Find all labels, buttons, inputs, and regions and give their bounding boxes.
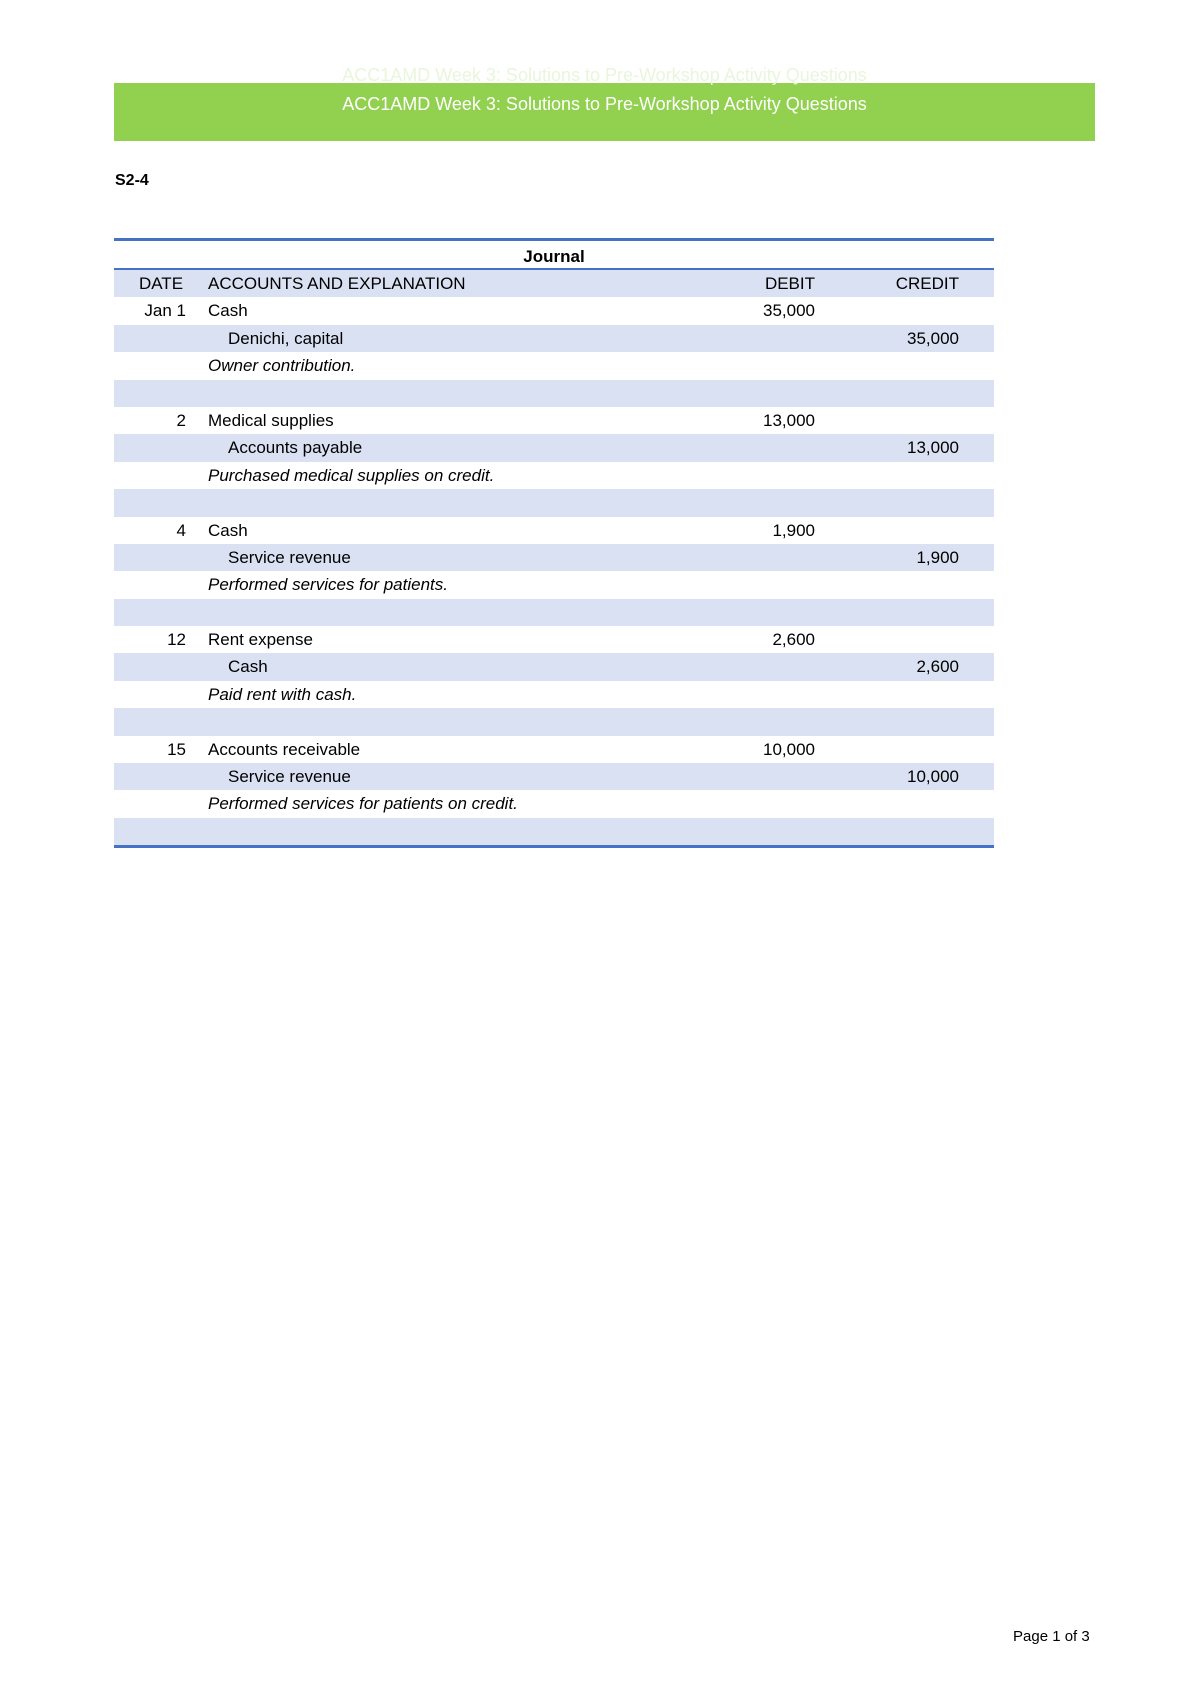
journal-row <box>114 434 994 461</box>
header-title: ACC1AMD Week 3: Solutions to Pre-Workshop Activity Questions <box>342 94 867 114</box>
entry-debit <box>680 763 815 790</box>
entry-debit <box>680 818 815 845</box>
entry-debit: 10,000 <box>763 739 815 759</box>
journal-row <box>114 599 994 626</box>
entry-date: Jan 1 <box>144 301 186 321</box>
entry-account: Medical supplies <box>208 410 334 430</box>
journal-row <box>114 489 994 516</box>
journal-row <box>114 736 994 763</box>
entry-credit <box>815 818 972 845</box>
journal-table <box>114 238 994 848</box>
entry-account: Accounts payable <box>228 438 363 458</box>
entry-date <box>114 380 208 407</box>
entry-credit: 35,000 <box>907 328 959 348</box>
entry-credit <box>815 626 972 653</box>
journal-row <box>114 544 994 571</box>
journal-row <box>114 653 994 680</box>
entry-credit <box>815 352 972 379</box>
entry-debit <box>680 325 815 352</box>
journal-row <box>114 681 994 708</box>
entry-debit <box>680 681 815 708</box>
column-header-credit: CREDIT <box>895 274 959 293</box>
journal-row <box>114 462 994 489</box>
entry-debit <box>680 352 815 379</box>
entry-debit <box>680 708 815 735</box>
entry-debit <box>680 653 815 680</box>
entry-date <box>114 653 208 680</box>
entry-account: Service revenue <box>228 767 351 787</box>
entry-credit <box>815 708 972 735</box>
entry-date <box>114 325 208 352</box>
entry-debit <box>680 790 815 817</box>
entry-date: 4 <box>176 520 186 540</box>
entry-credit <box>815 681 972 708</box>
entry-debit <box>680 571 815 598</box>
entry-debit <box>680 462 815 489</box>
entry-debit <box>680 489 815 516</box>
entry-date: 15 <box>167 739 186 759</box>
column-header-accounts: ACCOUNTS AND EXPLANATION <box>208 274 466 293</box>
entry-account: Cash <box>228 657 268 677</box>
entry-debit <box>680 599 815 626</box>
entry-date <box>114 681 208 708</box>
entry-debit <box>680 544 815 571</box>
journal-row <box>114 352 994 379</box>
entry-credit <box>815 462 972 489</box>
entry-debit: 13,000 <box>763 410 815 430</box>
entry-explanation: Owner contribution. <box>208 356 356 376</box>
entry-account <box>208 489 680 516</box>
entry-credit <box>815 599 972 626</box>
entry-credit <box>815 407 972 434</box>
entry-debit: 35,000 <box>763 301 815 321</box>
journal-row <box>114 517 994 544</box>
entry-account <box>208 818 680 845</box>
entry-date <box>114 462 208 489</box>
entry-credit <box>815 736 972 763</box>
entry-explanation: Paid rent with cash. <box>208 684 357 704</box>
entry-account: Cash <box>208 301 248 321</box>
entry-credit: 10,000 <box>907 767 959 787</box>
journal-header-row <box>114 270 994 297</box>
journal-row <box>114 325 994 352</box>
journal-row <box>114 818 994 845</box>
column-header-debit: DEBIT <box>764 274 815 293</box>
entry-credit <box>815 380 972 407</box>
entry-date <box>114 599 208 626</box>
entry-debit: 1,900 <box>772 520 815 540</box>
entry-date <box>114 763 208 790</box>
journal-body <box>114 297 994 845</box>
entry-credit: 1,900 <box>916 547 959 567</box>
entry-account: Cash <box>208 520 248 540</box>
journal-row <box>114 708 994 735</box>
entry-account: Rent expense <box>208 630 313 650</box>
journal-row <box>114 626 994 653</box>
journal-row <box>114 571 994 598</box>
entry-credit <box>815 489 972 516</box>
entry-account <box>208 599 680 626</box>
journal-row <box>114 297 994 324</box>
page-number: Page 1 of 3 <box>1013 1628 1090 1645</box>
entry-debit <box>680 434 815 461</box>
journal-title: Journal <box>114 241 994 270</box>
entry-account: Service revenue <box>228 547 351 567</box>
entry-date: 12 <box>167 630 186 650</box>
entry-explanation: Purchased medical supplies on credit. <box>208 465 495 485</box>
entry-explanation: Performed services for patients on credit. <box>208 794 518 814</box>
entry-account: Denichi, capital <box>228 328 344 348</box>
column-header-date: DATE <box>138 274 184 293</box>
journal-row <box>114 790 994 817</box>
entry-debit: 2,600 <box>772 630 815 650</box>
entry-credit <box>815 297 972 324</box>
entry-debit <box>680 380 815 407</box>
entry-date <box>114 571 208 598</box>
entry-date <box>114 708 208 735</box>
entry-credit <box>815 517 972 544</box>
entry-date <box>114 352 208 379</box>
entry-date <box>114 544 208 571</box>
journal-row <box>114 380 994 407</box>
entry-account <box>208 708 680 735</box>
entry-credit: 13,000 <box>907 438 959 458</box>
entry-account <box>208 380 680 407</box>
entry-date: 2 <box>176 410 186 430</box>
entry-credit: 2,600 <box>916 657 959 677</box>
entry-date <box>114 434 208 461</box>
entry-credit <box>815 790 972 817</box>
entry-explanation: Performed services for patients. <box>208 575 448 595</box>
entry-date <box>114 489 208 516</box>
entry-account: Accounts receivable <box>208 739 361 759</box>
entry-date <box>114 790 208 817</box>
entry-date <box>114 818 208 845</box>
journal-row <box>114 763 994 790</box>
header-banner <box>114 65 1095 141</box>
entry-credit <box>815 571 972 598</box>
journal-row <box>114 407 994 434</box>
header-title-ghost: ACC1AMD Week 3: Solutions to Pre-Workshop Activity Questions <box>342 65 867 85</box>
exercise-label: S2-4 <box>115 172 149 189</box>
